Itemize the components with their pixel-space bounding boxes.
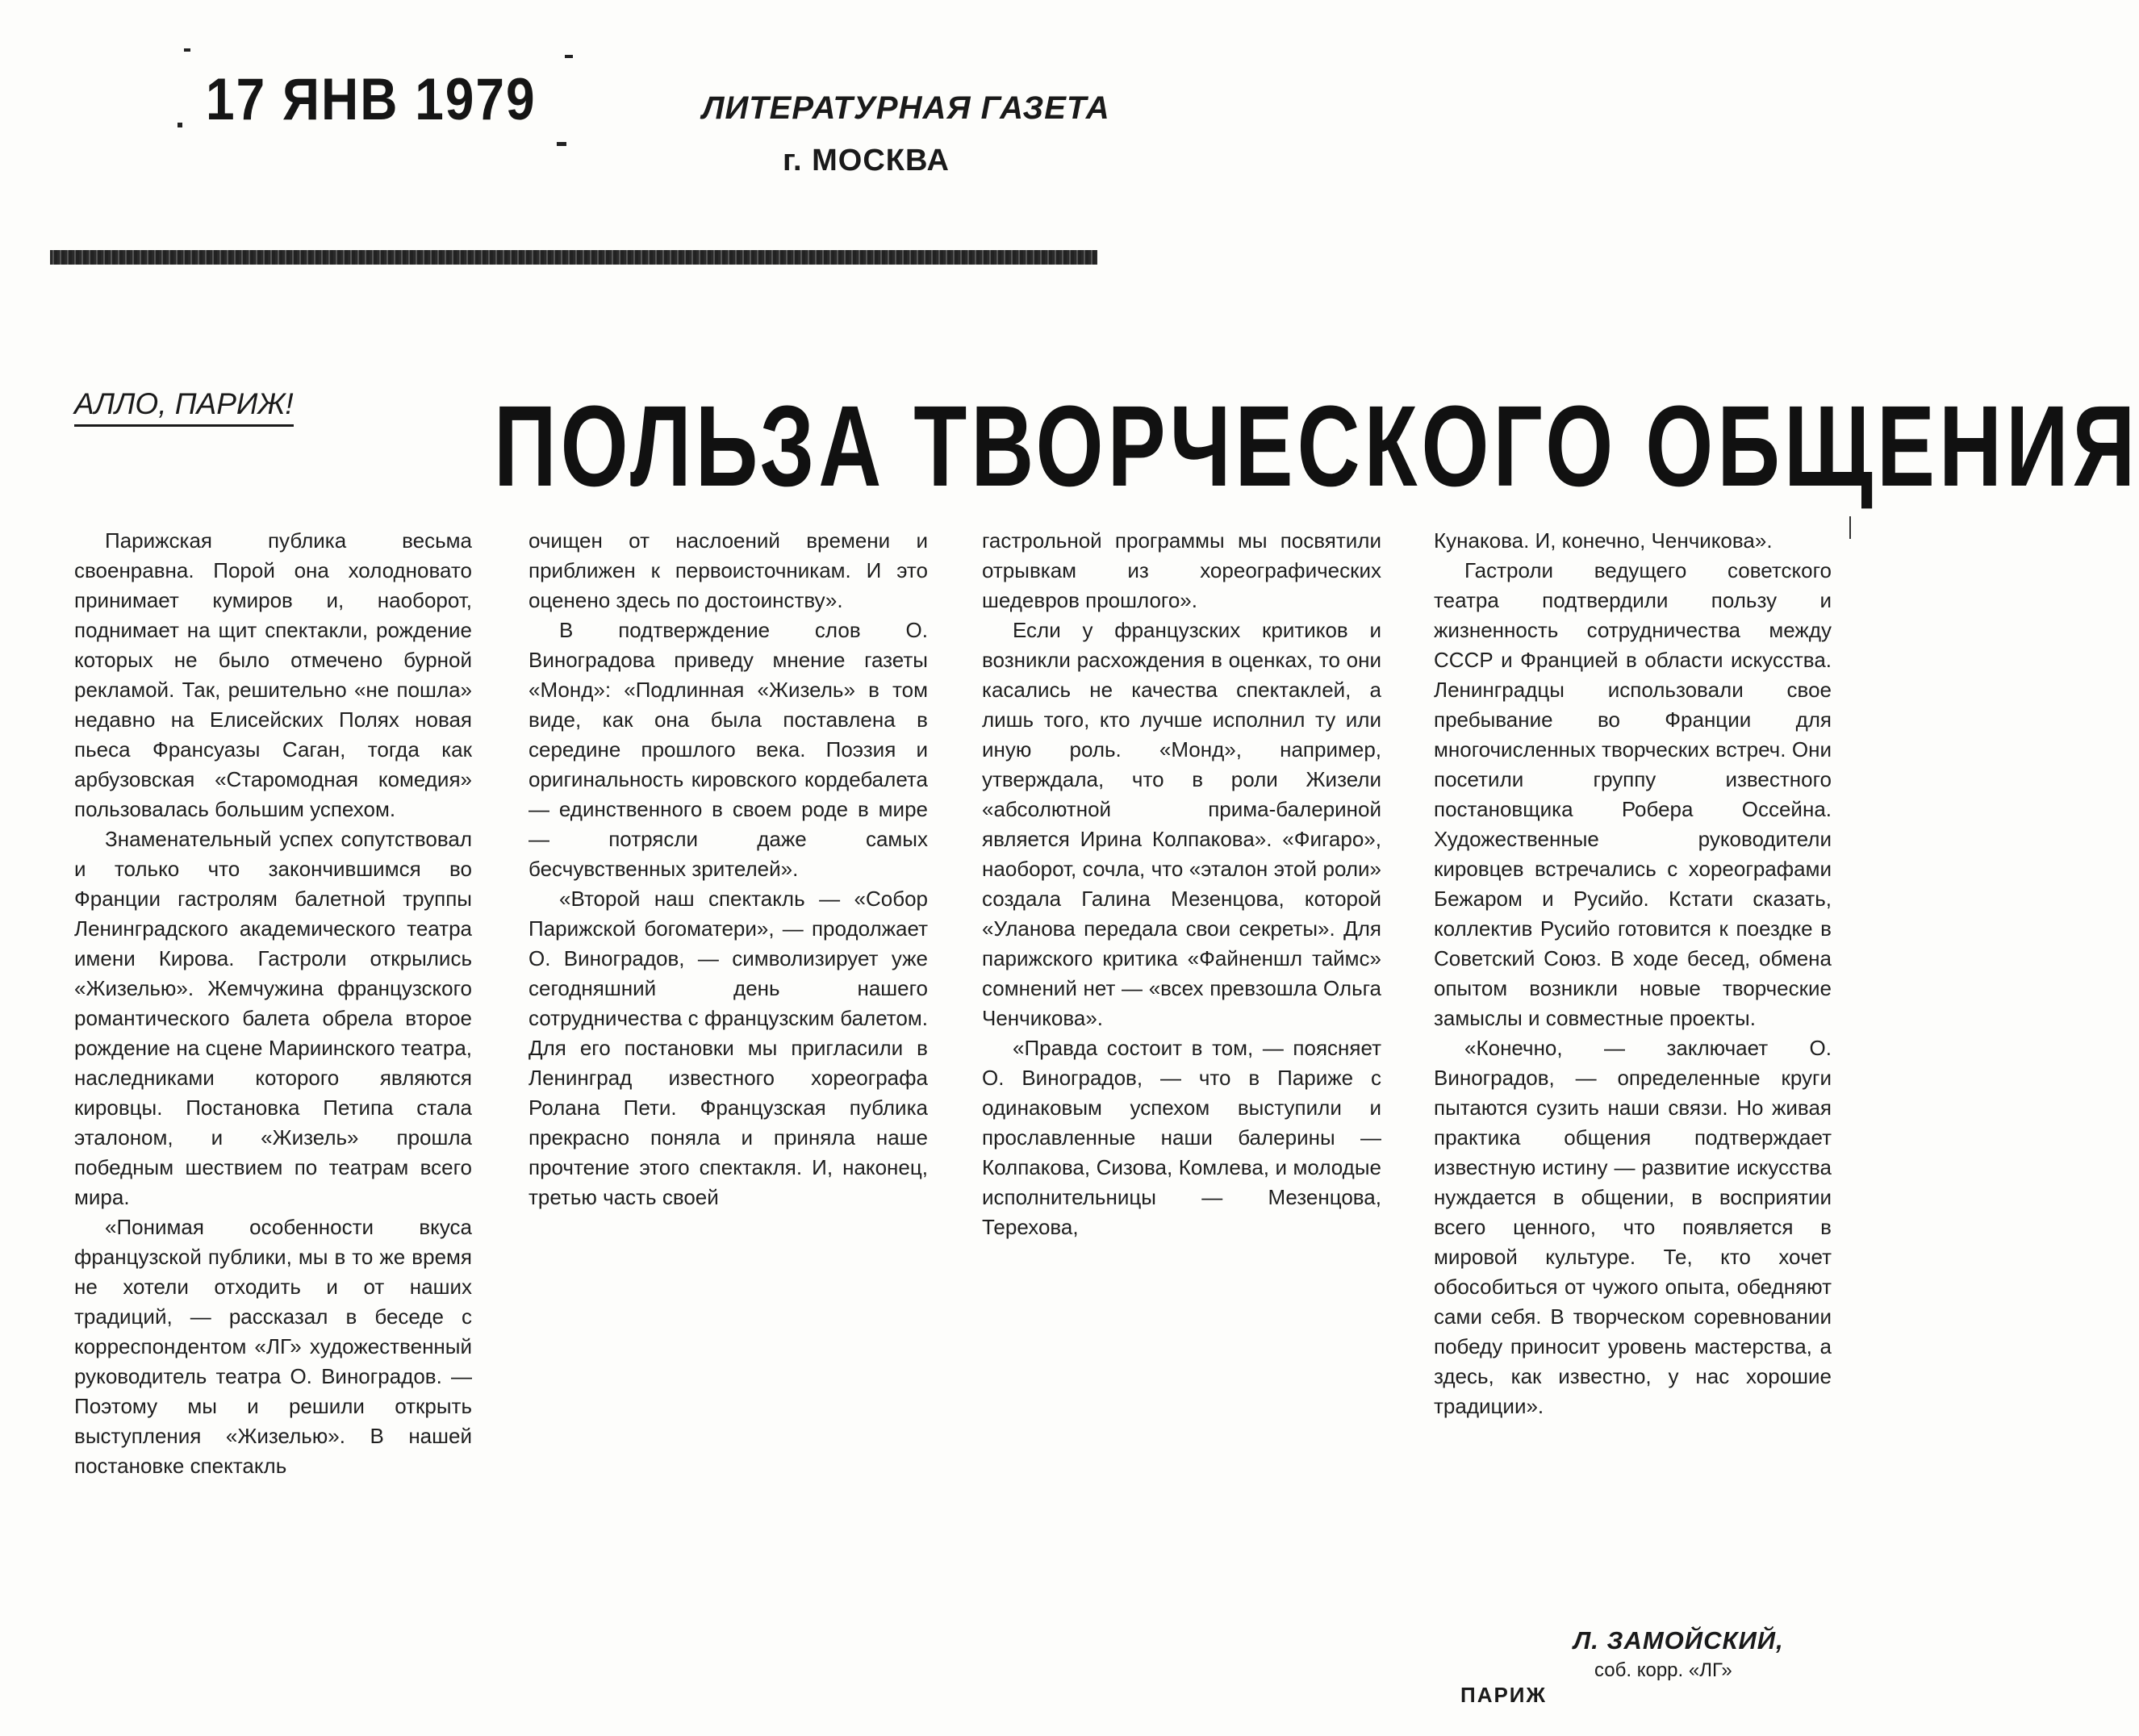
paragraph: Если у французских критиков и возникли расхождения в оценках, то они касались не качества спектаклей, а лишь того, кто лучше исполнил ту или иную роль. «Монд», например, утверждала, что в роли Жизели «абсолютной прима-балериной является Ирина Колпакова». «Фигаро», наоборот, сочла, что «эталон этой роли» создала Галина Мезенцова, которой «Уланова передала свои секреты». Для парижского критика «Файненшл таймс» сомнений нет — «всех превзошла Ольга Ченчикова». (982, 618, 1381, 1030)
article-column-3 (982, 526, 1381, 1373)
print-speck (184, 48, 190, 52)
article-column-2 (528, 526, 928, 1373)
column-edge-mark (1849, 516, 1851, 539)
author-role: соб. корр. «ЛГ» (1594, 1659, 1732, 1681)
print-speck (557, 142, 566, 146)
paragraph: очищен от наслоений времени и приближен к первоисточникам. И это оценено здесь по достоинству». (528, 528, 928, 612)
article-column-4 (1434, 526, 1832, 1623)
paragraph: гастрольной программы мы посвятили отрывкам из хореографических шедевров прошлого». (982, 528, 1381, 612)
article-rubric: АЛЛО, ПАРИЖ! (74, 387, 294, 427)
paragraph: «Понимая особенности вкуса французской публики, мы в то же время не хотели отходить и от наших традиций, — рассказал в беседе с корреспондентом «ЛГ» художественный руководитель театра О. Виноградов. — Поэтому мы и решили открыть выступления «Жизелью». В нашей постановке спектакль (74, 1215, 472, 1478)
date-stamp: 17 ЯНВ 1979 (206, 65, 537, 132)
article-headline: ПОЛЬЗА ТВОРЧЕСКОГО ОБЩЕНИЯ (494, 381, 2139, 511)
author-signature: Л. ЗАМОЙСКИЙ, (1573, 1626, 1784, 1655)
paragraph: «Второй наш спектакль — «Собор Парижской богоматери», — продолжает О. Виноградов, — символизирует уже сегодняшний день нашего сотрудничества с французским балетом. Для его постановки мы пригласили в Ленинград известного хореографа Ролана Пети. Французская публика прекрасно поняла и приняла наше прочтение этого спектакля. И, наконец, третью часть своей (528, 887, 928, 1209)
paragraph: Гастроли ведущего советского театра подтвердили пользу и жизненность сотрудничества между СССР и Францией в области искусства. Ленинградцы использовали свое пребывание во Франции для многочисленных творческих встреч. Они посетили группу известного постановщика Робера Оссейна. Художественные руководители кировцев встречались с хореографами Бежаром и Русийо. Кстати сказать, коллектив Русийо готовится к поездке в Советский Союз. В ходе бесед, обмена опытом возникли новые творческие замыслы и совместные проекты. (1434, 558, 1832, 1030)
paragraph: Парижская публика весьма своенравна. Порой она холодновато принимает кумиров и, наоборот, поднимает на щит спектакли, рождение которых не было отмечено бурной рекламой. Так, решительно «не пошла» недавно на Елисейских Полях новая пьеса Франсуазы Саган, тогда как арбузовская «Старомодная комедия» пользовалась большим успехом. (74, 528, 472, 821)
print-speck (565, 55, 573, 58)
newspaper-city: г. МОСКВА (783, 144, 950, 177)
paragraph: «Конечно, — заключает О. Виноградов, — определенные круги пытаются сузить наши связи. Но живая практика общения подтверждает известную истину — развитие искусства нуждается в общении, в восприятии всего ценного, что появляется в мировой культуре. Те, кто хочет обособиться от чужого опыта, обедняют сами себя. В творческом соревновании победу приносит уровень мастерства, а здесь, как известно, у нас хорошие традиции». (1434, 1036, 1832, 1418)
paragraph: «Правда состоит в том, — поясняет О. Виноградов, — что в Париже с одинаковым успехом выступили и прославленные наши балерины — Колпакова, Сизова, Комлева, и молодые исполнительницы — Мезенцова, Терехова, (982, 1036, 1381, 1239)
article-column-1 (74, 526, 472, 1712)
header-divider (50, 250, 1097, 265)
newspaper-name: ЛИТЕРАТУРНАЯ ГАЗЕТА (702, 90, 1110, 126)
paragraph: Кунакова. И, конечно, Ченчикова». (1434, 528, 1773, 553)
dateline-place: ПАРИЖ (1460, 1683, 1547, 1707)
paragraph: В подтверждение слов О. Виноградова приведу мнение газеты «Монд»: «Подлинная «Жизель» в том виде, как она была поставлена в середине прошлого века. Поэзия и оригинальность кировского кордебалета — единственного в своем роде в мире — потрясли даже самых бесчувственных зрителей». (528, 618, 928, 881)
print-speck (178, 123, 182, 127)
paragraph: Знаменательный успех сопутствовал и только что закончившимся во Франции гастролям балетной труппы Ленинградского академического театра имени Кирова. Гастроли открылись «Жизелью». Жемчужина французского романтического балета обрела второе рождение на сцене Мариинского театра, наследниками которого являются кировцы. Постановка Петипа стала эталоном, и «Жизель» прошла победным шествием по театрам всего мира. (74, 827, 472, 1209)
